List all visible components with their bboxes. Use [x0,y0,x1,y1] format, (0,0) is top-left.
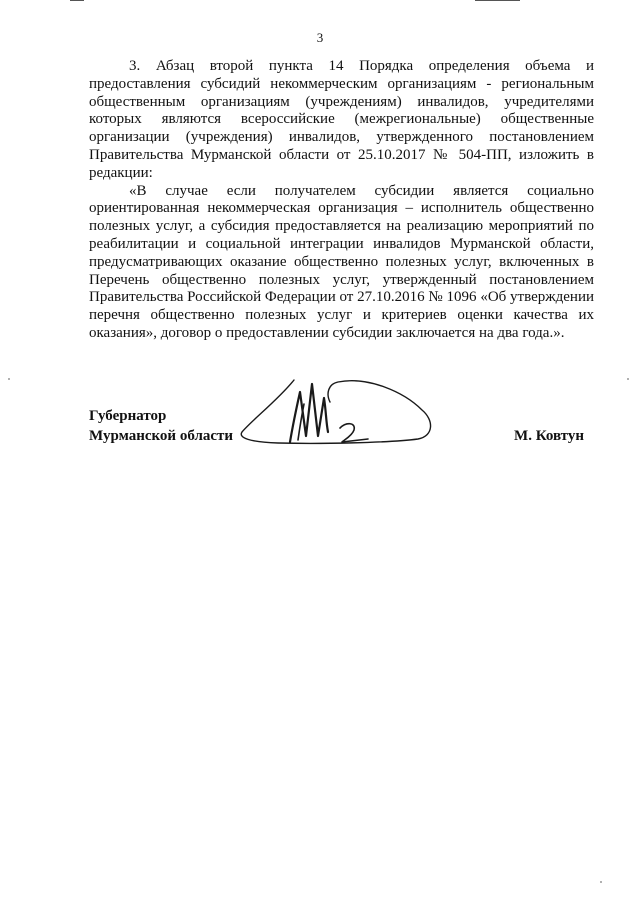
scan-speck [600,881,602,883]
signatory-name: М. Ковтун [514,428,584,444]
signatory-position-line2: Мурманской области [89,428,234,444]
page-number: 3 [316,30,324,45]
handwritten-signature [238,370,438,450]
scan-speck [627,378,629,380]
paragraph-new-wording: «В случае если получателем субсидии является социально ориентированная некоммерческая организация – исполнитель общественно полезных услуг, а субсидия предоставляется на реализацию мероприятий по реабилитации и социальной интеграции инвалидов Мурманской области, предусматривающих оказание общественно полезных услуг, включенных в Перечень общественно полезных услуг, утвержденный постановлением Правительства Российской Федерации от 27.10.2016 № 1096 «Об утверждении перечня общественно полезных услуг и критериев оценки качества их оказания», договор о предоставлении субсидии заключается на два года.». [89,182,594,341]
scan-edge-mark [70,0,84,1]
paragraph-amendment: 3. Абзац второй пункта 14 Порядка определения объема и предоставления субсидий некоммерческим организациям - региональным общественным организациям (учреждениям) инвалидов, учредителями которых являются всероссийские (межрегиональные) общественные организации (учреждения) инвалидов, утвержденного постановлением Правительства Мурманской области от 25.10.2017 № 504-ПП, изложить в редакции: [89,58,594,181]
scan-speck [8,378,10,380]
signatory-position [89,406,233,446]
signatory-position-line1: Губернатор [89,408,167,424]
document-body [89,58,594,343]
scan-edge-mark [475,0,520,1]
